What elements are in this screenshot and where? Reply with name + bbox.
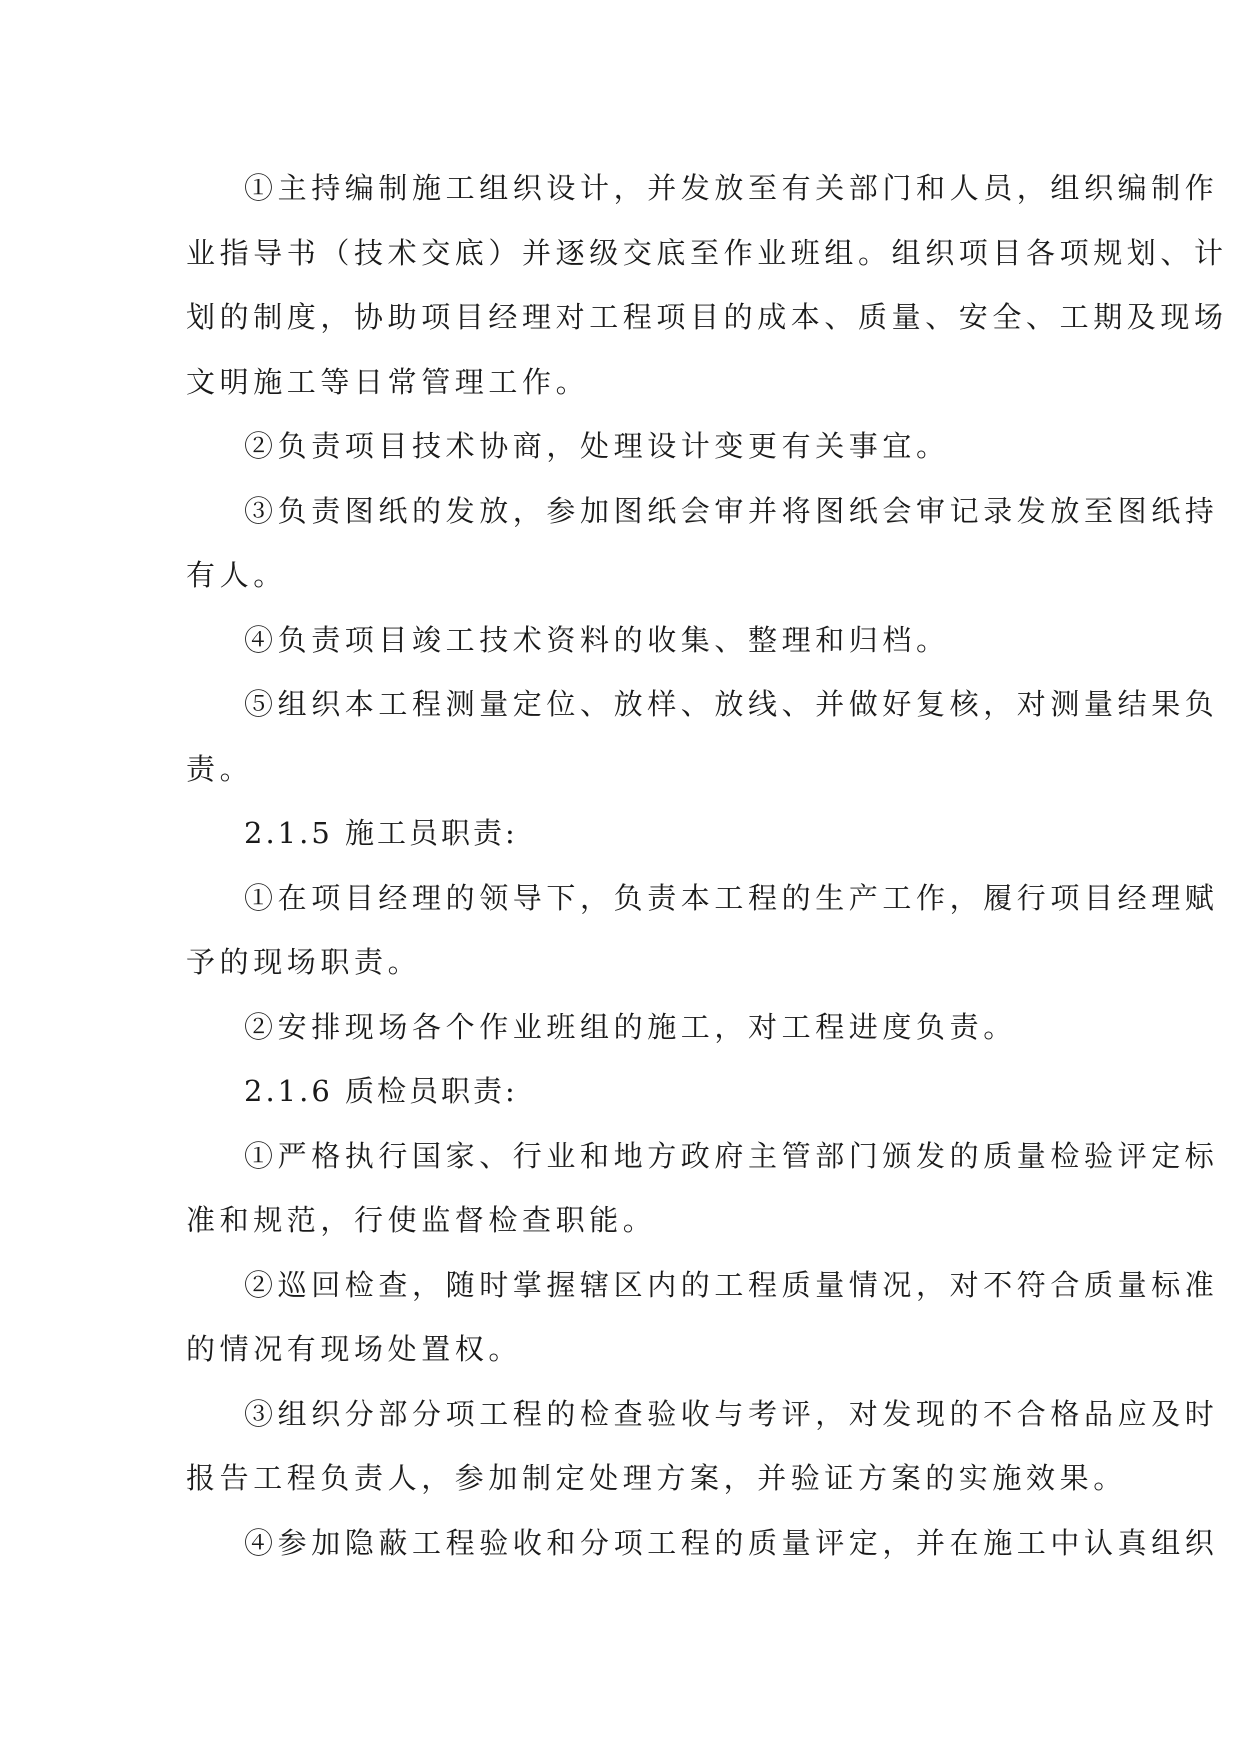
paragraph-line-16: ①严格执行国家、行业和地方政府主管部门颁发的质量检验评定标 bbox=[244, 1138, 1219, 1173]
paragraph-line-22: ④参加隐蔽工程验收和分项工程的质量评定，并在施工中认真组织 bbox=[244, 1525, 1219, 1560]
paragraph-line-2: 业指导书（技术交底）并逐级交底至作业班组。组织项目各项规划、计 bbox=[186, 235, 1228, 270]
paragraph-line-4: 文明施工等日常管理工作。 bbox=[186, 364, 590, 399]
section-heading-2-1-5: 2.1.5 施工员职责: bbox=[244, 816, 518, 850]
paragraph-line-9: ⑤组织本工程测量定位、放样、放线、并做好复核，对测量结果负 bbox=[244, 687, 1219, 721]
paragraph-line-3: 划的制度，协助项目经理对工程项目的成本、质量、安全、工期及现场 bbox=[186, 300, 1228, 334]
document-page bbox=[186, 156, 1228, 1575]
paragraph-line-12: ①在项目经理的领导下，负责本工程的生产工作，履行项目经理赋 bbox=[244, 880, 1219, 915]
paragraph-line-7: 有人。 bbox=[186, 558, 287, 592]
paragraph-line-8: ④负责项目竣工技术资料的收集、整理和归档。 bbox=[244, 622, 950, 657]
paragraph-line-21: 报告工程负责人，参加制定处理方案，并验证方案的实施效果。 bbox=[186, 1461, 1127, 1495]
paragraph-line-18: ②巡回检查，随时掌握辖区内的工程质量情况，对不符合质量标准 bbox=[244, 1267, 1219, 1302]
paragraph-line-19: 的情况有现场处置权。 bbox=[186, 1332, 523, 1366]
paragraph-line-1: ①主持编制施工组织设计，并发放至有关部门和人员，组织编制作 bbox=[244, 171, 1219, 205]
paragraph-line-14: ②安排现场各个作业班组的施工，对工程进度负责。 bbox=[244, 1009, 1017, 1044]
paragraph-line-13: 予的现场职责。 bbox=[186, 945, 422, 979]
paragraph-line-17: 准和规范，行使监督检查职能。 bbox=[186, 1203, 657, 1237]
paragraph-line-6: ③负责图纸的发放，参加图纸会审并将图纸会审记录发放至图纸持 bbox=[244, 493, 1219, 528]
paragraph-line-5: ②负责项目技术协商，处理设计变更有关事宜。 bbox=[244, 429, 950, 463]
section-heading-2-1-6: 2.1.6 质检员职责: bbox=[244, 1074, 518, 1108]
paragraph-line-20: ③组织分部分项工程的检查验收与考评，对发现的不合格品应及时 bbox=[244, 1396, 1219, 1431]
paragraph-line-10: 责。 bbox=[186, 751, 254, 786]
